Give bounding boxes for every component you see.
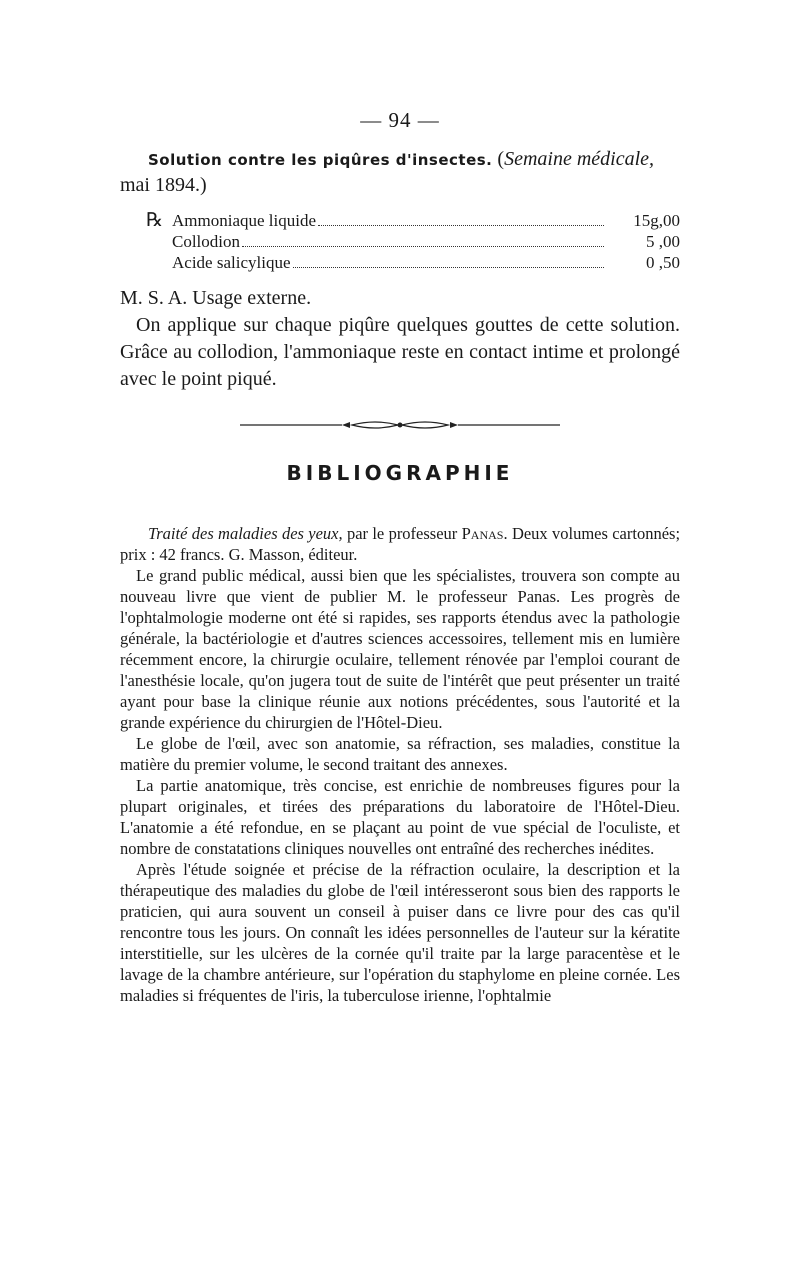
ornament-divider-icon <box>240 419 560 431</box>
review-paragraph: La partie anatomique, très concise, est enrichie de nombreuses figures pour la plupart originales, et tirées des préparations du laboratoire de l'Hôtel-Dieu. L'anatomie a été refondue, en se plaçant au point de vue spécial de l'oculiste, et nombre de constatations cliniques nouvelles ont entraîné des recherches inédites. <box>120 776 680 858</box>
bibliography-body <box>120 523 680 1006</box>
article-header <box>120 147 680 198</box>
article-paragraph: On applique sur chaque piqûre quelques gouttes de cette solution. Grâce au collodion, l'ammoniaque reste en contact intime et prolongé avec le point piqué. <box>120 314 680 390</box>
review-paragraph: Après l'étude soignée et précise de la réfraction oculaire, la description et la thérapeutique des maladies du globe de l'œil intéresseront sous bien des rapports le praticien, qui aura souvent un conseil à puiser dans ce livre pour des cas qu'il rencontre tous les jours. On connaît les idées personnelles de l'auteur sur la kératite interstitielle, sur les ulcères de la cornée qu'il traite par la large paracentèse et le lavage de la chambre antérieure, sur l'opération du staphylome en pleine cornée. Les maladies si fréquentes de l'iris, la tuberculose irienne, l'ophtalmie <box>120 860 680 1005</box>
author-name: Panas. <box>461 524 508 543</box>
book-details: Deux volumes cartonnés; prix : 42 francs. G. Masson, éditeur. <box>120 524 681 564</box>
usage-line: M. S. A. Usage externe. <box>120 287 312 309</box>
article-source: Semaine médicale, <box>504 148 655 170</box>
ingredient-row <box>146 231 680 252</box>
recipe-icon: ℞ <box>146 210 164 231</box>
source-open-paren: ( <box>497 148 505 170</box>
page <box>120 108 680 1006</box>
page-number: — 94 — <box>360 108 440 132</box>
review-paragraph: Le globe de l'œil, avec son anatomie, sa réfraction, ses maladies, constitue la matière du premier volume, le second traitant des annexes. <box>120 734 680 774</box>
ingredient-qty: 0 ,50 <box>646 253 680 272</box>
book-reference <box>120 523 680 565</box>
article-source-date: mai 1894.) <box>120 174 207 196</box>
ingredient-row <box>146 252 680 273</box>
ingredient-name: Acide salicylique <box>172 253 291 272</box>
ingredient-name: Collodion <box>172 232 241 251</box>
ingredient-qty: 5 ,00 <box>646 232 680 251</box>
ingredient-qty: 15g,00 <box>633 211 680 230</box>
author-intro: par le professeur <box>346 524 458 543</box>
ingredient-name: Ammoniaque liquide <box>172 211 317 230</box>
book-title: Traité des maladies des yeux, <box>148 524 343 543</box>
article-title: Solution contre les piqûres d'insectes. <box>148 151 493 169</box>
recipe <box>146 210 680 273</box>
bibliography-heading: BIBLIOGRAPHIE <box>286 461 514 485</box>
ingredient-row <box>146 210 680 231</box>
review-paragraph: Le grand public médical, aussi bien que les spécialistes, trouvera son compte au nouveau livre que vient de publier M. le professeur Panas. Les progrès de l'ophtalmologie moderne ont été si rapides, ses rapports étendus avec la pathologie générale, la bactériologie et d'autres sciences accessoires, tellement mis en lumière récemment encore, la chirurgie oculaire, tellement rénovée par l'emploi courant de l'anesthésie locale, qu'on jugera tout de suite de l'intérêt que peut présenter un traité ayant pour base la clinique réunie aux notions précédentes, sous l'autorité et la grande expérience du chirurgien de l'Hôtel-Dieu. <box>120 566 680 732</box>
